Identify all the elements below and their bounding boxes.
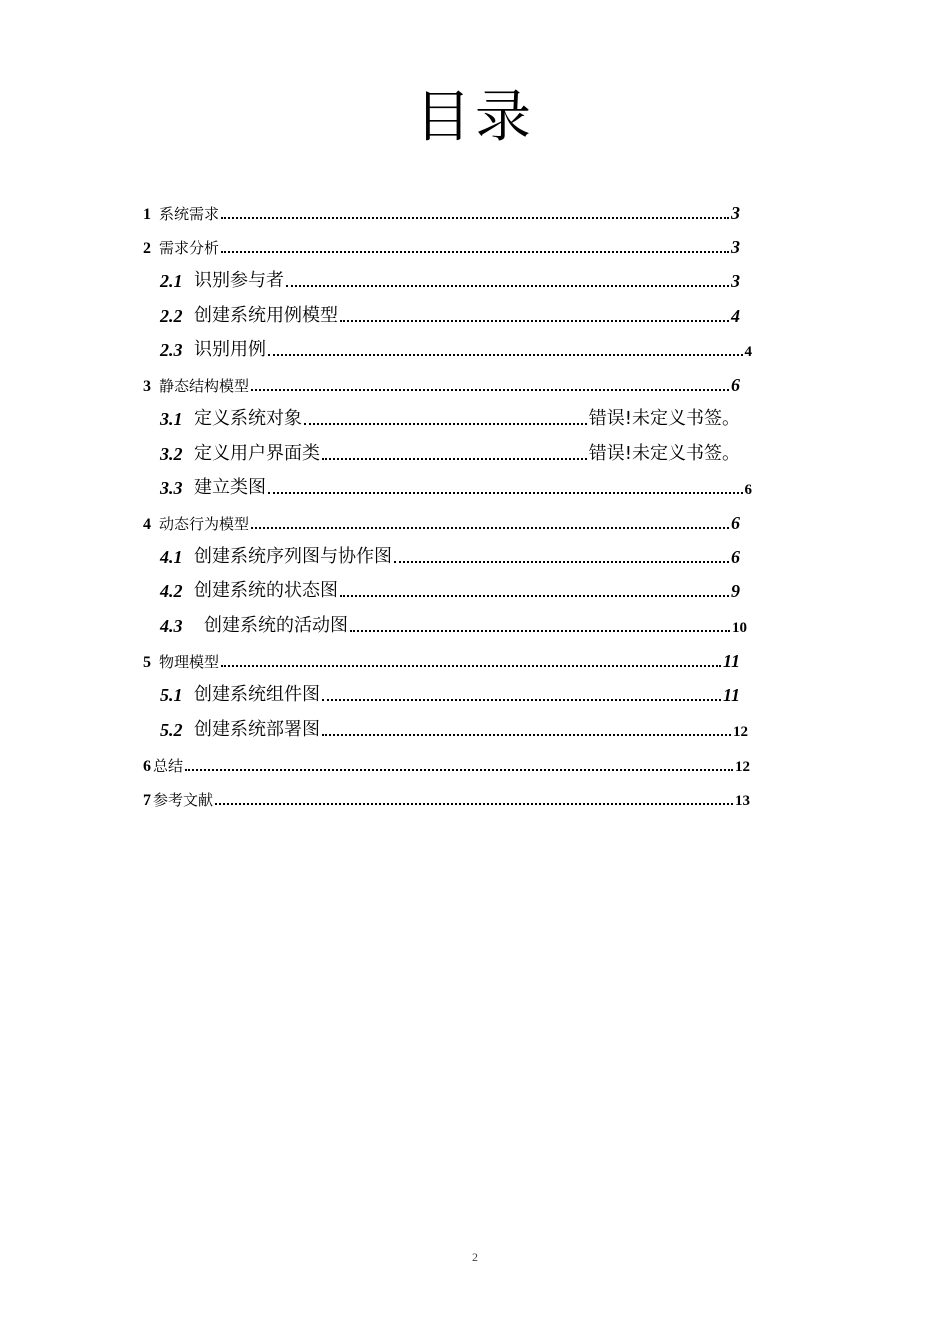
toc-entry-number: 4.1 xyxy=(160,547,183,567)
toc-entry-page: 11 xyxy=(722,685,740,705)
dot-leader xyxy=(322,458,587,460)
dot-leader xyxy=(322,734,731,736)
toc-entry-number: 2.2 xyxy=(160,306,183,326)
toc-entry-page-error: 错误!未定义书签。 xyxy=(588,408,740,429)
toc-entry-7[interactable] xyxy=(143,784,750,810)
toc-entry-number: 7 xyxy=(143,792,151,809)
toc-entry-text: 物理模型 xyxy=(159,653,220,671)
toc-entry-text: 需求分析 xyxy=(159,239,220,257)
toc-entry-4-1[interactable] xyxy=(160,542,740,568)
toc-entry-page: 3 xyxy=(731,271,740,291)
toc-entry-page: 6 xyxy=(731,375,740,395)
toc-entry-1[interactable] xyxy=(143,198,740,224)
toc-entry-text: 创建系统的活动图 xyxy=(204,615,348,636)
toc-entry-number: 5.1 xyxy=(160,685,183,705)
dot-leader xyxy=(221,665,721,667)
toc-entry-5-1[interactable] xyxy=(160,680,740,706)
dot-leader xyxy=(340,595,729,597)
toc-entry-number: 3.2 xyxy=(160,444,183,464)
toc-entry-2-3[interactable] xyxy=(160,335,752,361)
toc-entry-number: 2.3 xyxy=(160,340,183,360)
toc-entry-6[interactable] xyxy=(143,750,750,776)
toc-entry-number: 3.3 xyxy=(160,478,183,498)
toc-entry-3-3[interactable] xyxy=(160,473,752,499)
toc-entry-text: 静态结构模型 xyxy=(159,377,250,395)
dot-leader xyxy=(350,630,730,632)
toc-entry-page: 6 xyxy=(731,513,740,533)
toc-entry-3-2[interactable] xyxy=(160,439,740,465)
dot-leader xyxy=(304,423,587,425)
toc-entry-2-1[interactable] xyxy=(160,266,740,292)
toc-entry-number: 4.2 xyxy=(160,581,183,601)
toc-entry-text: 系统需求 xyxy=(159,205,220,223)
toc-entry-number: 6 xyxy=(143,758,151,775)
toc-entry-page: 3 xyxy=(731,203,740,223)
toc-entry-page: 11 xyxy=(722,651,740,671)
toc-entry-text: 创建系统序列图与协作图 xyxy=(194,546,392,567)
toc-entry-4[interactable] xyxy=(143,508,740,534)
toc-entry-page: 12 xyxy=(733,724,748,740)
toc-entry-text: 建立类图 xyxy=(194,477,266,498)
toc-entry-text: 识别参与者 xyxy=(194,270,284,291)
toc-entry-number: 2.1 xyxy=(160,271,183,291)
toc-entry-page: 10 xyxy=(732,620,747,636)
toc-entry-page: 6 xyxy=(744,482,752,498)
toc-entry-5-2[interactable] xyxy=(160,715,748,741)
toc-entry-4-2[interactable] xyxy=(160,576,740,602)
dot-leader xyxy=(268,354,743,356)
toc-entry-number: 2 xyxy=(143,240,151,257)
toc-entry-page: 4 xyxy=(731,306,740,326)
toc-entry-3[interactable] xyxy=(143,370,740,396)
toc-entry-page: 3 xyxy=(731,237,740,257)
toc-entry-number: 4 xyxy=(143,516,151,533)
toc-entry-page: 4 xyxy=(744,344,752,360)
dot-leader xyxy=(215,803,733,805)
dot-leader xyxy=(251,527,729,529)
toc-entry-3-1[interactable] xyxy=(160,404,740,430)
toc-entry-number: 3 xyxy=(143,378,151,395)
toc-entry-5[interactable] xyxy=(143,646,740,672)
toc-entry-text: 定义用户界面类 xyxy=(194,443,320,464)
toc-entry-number: 5.2 xyxy=(160,720,183,740)
toc-entry-page: 9 xyxy=(731,581,740,601)
toc-entry-page-error: 错误!未定义书签。 xyxy=(588,443,740,464)
dot-leader xyxy=(251,389,729,391)
dot-leader xyxy=(221,251,729,253)
toc-entry-2-2[interactable] xyxy=(160,301,740,327)
toc-entry-text: 创建系统组件图 xyxy=(194,684,320,705)
dot-leader xyxy=(185,769,733,771)
dot-leader xyxy=(286,285,729,287)
dot-leader xyxy=(340,320,729,322)
dot-leader xyxy=(221,217,729,219)
toc-entry-page: 13 xyxy=(735,793,750,809)
toc-entry-number: 1 xyxy=(143,206,151,223)
toc-entry-number: 5 xyxy=(143,654,151,671)
toc-entry-page: 12 xyxy=(735,759,750,775)
dot-leader xyxy=(322,699,721,701)
toc-entry-text: 创建系统用例模型 xyxy=(194,305,338,326)
dot-leader xyxy=(394,561,729,563)
toc-entry-text: 识别用例 xyxy=(194,339,266,360)
toc-entry-4-3[interactable] xyxy=(160,611,747,637)
toc-entry-text: 参考文献 xyxy=(153,791,214,809)
toc-entry-page: 6 xyxy=(731,547,740,567)
toc-title: 目录 xyxy=(415,85,535,150)
toc-entry-text: 创建系统的状态图 xyxy=(194,580,338,601)
toc-entry-text: 定义系统对象 xyxy=(194,408,302,429)
toc-entry-text: 动态行为模型 xyxy=(159,515,250,533)
toc-entry-text: 创建系统部署图 xyxy=(194,719,320,740)
page-number: 2 xyxy=(472,1250,478,1264)
dot-leader xyxy=(268,492,743,494)
toc-entry-2[interactable] xyxy=(143,232,740,258)
toc-entry-text: 总结 xyxy=(153,757,184,775)
toc-entry-number: 4.3 xyxy=(160,616,183,636)
toc-entry-number: 3.1 xyxy=(160,409,183,429)
